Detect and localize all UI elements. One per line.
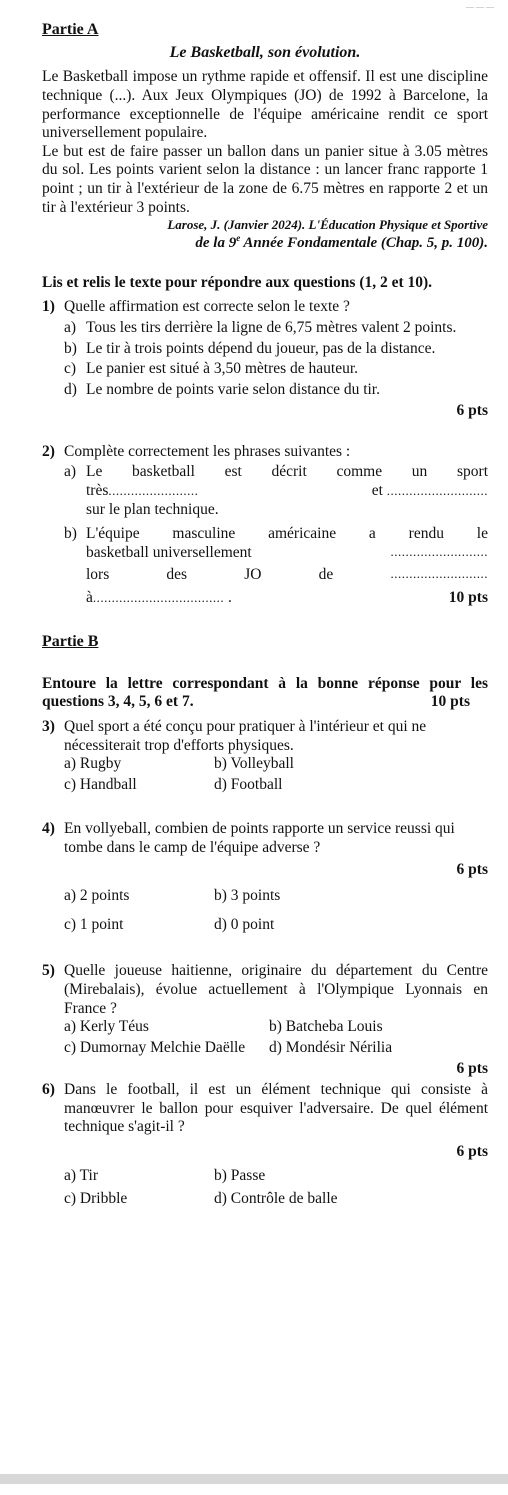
text-title: Le Basketball, son évolution. — [169, 44, 361, 62]
question-3-options — [64, 755, 488, 794]
question-text: Quel sport a été conçu pour pratiquer à l'intérieur et qui ne nécessiterait trop d'efforts physiques. — [64, 718, 427, 754]
item-a — [64, 463, 488, 519]
option-d[interactable]: d) 0 point — [214, 915, 275, 933]
item-b-line-1: L'équipe masculine américaine a rendu le — [86, 525, 488, 543]
option-text: Tous les tirs derrière la ligne de 6,75 mètres valent 2 points. — [86, 318, 457, 336]
option-b[interactable] — [64, 340, 488, 359]
part-a-instruction: Lis et relis le texte pour répondre aux questions (1, 2 et 10). — [42, 273, 433, 291]
word-des: des — [166, 566, 188, 584]
question-number: 2) — [42, 442, 55, 460]
question-6-points: 6 pts — [456, 1142, 488, 1160]
item-b-line-3 — [86, 566, 488, 585]
bottom-scroll-bar — [0, 1474, 508, 1484]
blank-4[interactable]: .......................... — [390, 566, 488, 582]
text-paragraph-1: Le Basketball impose un rythme rapide et offensif. Il est une discipline technique (...). Aux Jeux Olympiques (JO) de 1992 à Barcelone, la performance exceptionnelle de l'équipe américaine rendit ce sport universellement populaire. — [42, 68, 488, 142]
question-text: Complète correctement les phrases suivantes : — [64, 442, 351, 460]
question-number: 5) — [42, 962, 55, 980]
option-a[interactable]: a) Tir — [64, 1167, 99, 1185]
option-letter: d) — [64, 380, 77, 398]
option-c[interactable] — [64, 360, 488, 379]
citation-sup: e — [236, 232, 241, 243]
item-b — [64, 525, 488, 607]
option-a[interactable]: a) Kerly Téus — [64, 1018, 149, 1036]
corner-mark: — — — — [466, 2, 494, 11]
citation-line-1: Larose, J. (Janvier 2024). L'Éducation Physique et Sportive — [167, 217, 488, 233]
option-d[interactable]: d) Mondésir Nérilia — [269, 1038, 393, 1056]
part-b-header: Partie B — [42, 632, 99, 650]
word-lors: lors — [86, 566, 110, 584]
question-1-points: 6 pts — [456, 402, 488, 420]
question-1-options — [64, 319, 488, 399]
option-c[interactable]: c) Dumornay Melchie Daëlle — [64, 1038, 246, 1056]
question-number: 6) — [42, 1080, 55, 1098]
question-3 — [42, 718, 488, 755]
option-b[interactable]: b) Batcheba Louis — [269, 1018, 383, 1036]
item-a-line-1: Le basketball est décrit comme un sport — [86, 463, 488, 481]
part-b-instruction-text: Entoure la lettre correspondant à la bonne réponse pour les questions 3, 4, 5, 6 et 7. — [42, 674, 488, 711]
option-text: Le nombre de points varie selon distance du tir. — [86, 380, 380, 398]
blank-5[interactable]: ................................... — [92, 590, 225, 606]
question-5-points: 6 pts — [456, 1060, 488, 1078]
question-text: Quelle affirmation est correcte selon le texte ? — [64, 298, 350, 316]
option-letter: a) — [64, 318, 77, 336]
option-b[interactable]: b) Passe — [214, 1167, 266, 1185]
word-tres: très — [86, 482, 109, 500]
item-b-line-2 — [86, 544, 488, 563]
period: . — [228, 589, 232, 607]
word-a: à — [86, 589, 93, 607]
question-6 — [42, 1081, 488, 1137]
question-5 — [42, 962, 488, 1018]
question-4-points: 6 pts — [456, 860, 488, 878]
blank-1[interactable]: ........................ — [108, 483, 199, 499]
part-b-instruction-points: 10 pts — [430, 693, 470, 711]
citation-pre: de la 9 — [195, 234, 237, 251]
part-b-instruction — [42, 675, 488, 712]
question-2-points: 10 pts — [448, 589, 488, 607]
question-6-options — [64, 1167, 488, 1208]
option-d[interactable]: d) Contrôle de balle — [214, 1189, 338, 1207]
option-c[interactable]: c) Handball — [64, 775, 137, 793]
option-text: Le tir à trois points dépend du joueur, pas de la distance. — [86, 339, 436, 357]
item-a-blanks — [86, 482, 488, 501]
option-letter: b) — [64, 339, 77, 357]
item-a-line-3: sur le plan technique. — [86, 500, 219, 518]
option-b[interactable]: b) 3 points — [214, 887, 281, 905]
word-et: et — [371, 482, 383, 500]
question-4 — [42, 820, 488, 857]
item-b-text: basketball universellement — [86, 543, 252, 561]
item-letter: a) — [64, 463, 77, 481]
question-5-options — [64, 1018, 488, 1057]
blank-3[interactable]: .......................... — [390, 543, 488, 559]
option-c[interactable]: c) Dribble — [64, 1189, 128, 1207]
option-a[interactable] — [64, 319, 488, 338]
question-4-options — [64, 887, 488, 934]
question-number: 1) — [42, 298, 55, 316]
option-c[interactable]: c) 1 point — [64, 915, 124, 933]
word-de: de — [318, 566, 334, 584]
word-jo: JO — [244, 566, 262, 584]
question-text: En vollyeball, combien de points rapporte un service reussi qui tombe dans le camp de l'équipe adverse ? — [64, 820, 455, 856]
citation — [42, 217, 488, 252]
question-number: 4) — [42, 820, 55, 838]
question-2-items — [64, 463, 488, 607]
citation-line-2 — [42, 233, 488, 252]
part-a-header: Partie A — [42, 21, 99, 38]
option-b[interactable]: b) Volleyball — [214, 755, 294, 773]
blank-2[interactable]: ........................... — [386, 483, 488, 499]
item-b-line-4 — [86, 589, 488, 608]
option-text: Le panier est situé à 3,50 mètres de hauteur. — [86, 360, 359, 378]
question-2 — [42, 443, 488, 462]
option-d[interactable]: d) Football — [214, 775, 283, 793]
citation-post: Année Fondamentale (Chap. 5, p. 100). — [240, 234, 488, 251]
text-paragraph-2: Le but est de faire passer un ballon dans un panier situe à 3.05 mètres du sol. Les points varient selon la distance : un lancer franc rapporte 1 point ; un tir à l'extérieur de la zone de 6.75 mètres en rapporte 2 et un tir à l'extérieur 3 points. — [42, 142, 488, 216]
item-letter: b) — [64, 525, 77, 543]
option-letter: c) — [64, 360, 77, 378]
option-a[interactable]: a) 2 points — [64, 887, 130, 905]
question-text: Quelle joueuse haitienne, originaire du département du Centre (Mirebalais), évolue actuellement à l'Olympique Lyonnais en France ? — [64, 962, 488, 1017]
option-d[interactable] — [64, 381, 488, 400]
option-a[interactable]: a) Rugby — [64, 755, 122, 773]
question-number: 3) — [42, 718, 55, 735]
question-1 — [42, 298, 488, 317]
question-text: Dans le football, il est un élément technique qui consiste à manœuvrer le ballon pour esquiver l'adversaire. De quel élément technique s'agit-il ? — [64, 1080, 488, 1136]
